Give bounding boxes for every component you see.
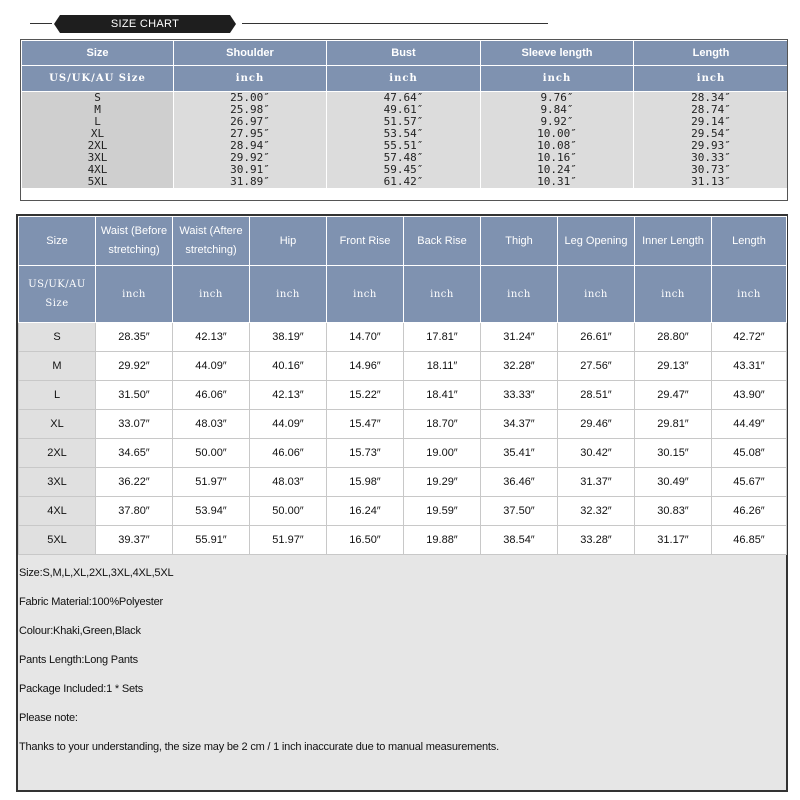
- top-value-cell: 27.95″: [174, 128, 327, 140]
- bottom-value-cell: 36.46″: [481, 468, 558, 497]
- top-value-cell: 30.73″: [634, 164, 789, 176]
- bottom-value-cell: 42.13″: [250, 381, 327, 410]
- bottom-value-cell: 38.19″: [250, 323, 327, 352]
- top-value-cell: 25.00″: [174, 92, 327, 105]
- bottom-row: [19, 323, 787, 352]
- bottom-row: [19, 410, 787, 439]
- top-value-cell: 28.74″: [634, 104, 789, 116]
- bottom-value-cell: 29.81″: [635, 410, 712, 439]
- bottom-header-2: Waist (Aftere stretching): [173, 217, 250, 266]
- top-value-cell: 10.31″: [481, 176, 634, 188]
- bottom-value-cell: 29.47″: [635, 381, 712, 410]
- bottom-value-cell: 34.65″: [96, 439, 173, 468]
- bottom-value-cell: 29.13″: [635, 352, 712, 381]
- top-value-cell: 28.94″: [174, 140, 327, 152]
- bottom-value-cell: 15.47″: [327, 410, 404, 439]
- bottom-value-cell: 19.59″: [404, 497, 481, 526]
- size-chart-banner: [30, 14, 550, 34]
- bottom-unit-7: inch: [558, 266, 635, 323]
- bottom-value-cell: 19.88″: [404, 526, 481, 555]
- bottom-header-row: [19, 217, 787, 266]
- bottom-header-3: Hip: [250, 217, 327, 266]
- top-header-1: Shoulder: [174, 41, 327, 66]
- top-size-cell: 5XL: [22, 176, 174, 188]
- bottom-header-0: Size: [19, 217, 96, 266]
- bottom-value-cell: 30.83″: [635, 497, 712, 526]
- bottom-unit-3: inch: [250, 266, 327, 323]
- bottom-value-cell: 53.94″: [173, 497, 250, 526]
- top-value-cell: 30.33″: [634, 152, 789, 164]
- bottom-value-cell: 44.09″: [250, 410, 327, 439]
- top-value-cell: 10.00″: [481, 128, 634, 140]
- top-unit-4: inch: [634, 66, 789, 92]
- bottom-value-cell: 40.16″: [250, 352, 327, 381]
- bottom-value-cell: 15.73″: [327, 439, 404, 468]
- top-value-cell: 28.34″: [634, 92, 789, 105]
- bottom-size-cell: M: [19, 352, 96, 381]
- banner-line-right: [242, 23, 548, 24]
- bottom-unit-0: US/UK/AU Size: [19, 266, 96, 323]
- banner-title: SIZE CHART: [60, 15, 230, 33]
- bottom-row: [19, 497, 787, 526]
- bottom-size-table: [18, 216, 787, 555]
- bottom-value-cell: 38.54″: [481, 526, 558, 555]
- note-pants-length: Pants Length:Long Pants: [19, 654, 138, 666]
- bottom-value-cell: 31.50″: [96, 381, 173, 410]
- top-value-cell: 9.76″: [481, 92, 634, 105]
- top-value-cell: 29.54″: [634, 128, 789, 140]
- bottom-value-cell: 46.85″: [712, 526, 787, 555]
- note-fabric: Fabric Material:100%Polyester: [19, 596, 163, 608]
- bottom-size-cell: S: [19, 323, 96, 352]
- bottom-value-cell: 36.22″: [96, 468, 173, 497]
- top-value-cell: 29.14″: [634, 116, 789, 128]
- bottom-value-cell: 45.08″: [712, 439, 787, 468]
- bottom-value-cell: 55.91″: [173, 526, 250, 555]
- top-value-cell: 30.91″: [174, 164, 327, 176]
- top-value-cell: 61.42″: [327, 176, 481, 188]
- top-header-row: [22, 41, 789, 66]
- bottom-unit-5: inch: [404, 266, 481, 323]
- top-units-row: [22, 66, 789, 92]
- bottom-value-cell: 51.97″: [250, 526, 327, 555]
- bottom-value-cell: 31.24″: [481, 323, 558, 352]
- top-value-cell: 25.98″: [174, 104, 327, 116]
- bottom-value-cell: 14.70″: [327, 323, 404, 352]
- bottom-value-cell: 37.50″: [481, 497, 558, 526]
- bottom-size-cell: 5XL: [19, 526, 96, 555]
- bottom-value-cell: 33.33″: [481, 381, 558, 410]
- bottom-value-cell: 16.50″: [327, 526, 404, 555]
- bottom-value-cell: 37.80″: [96, 497, 173, 526]
- top-size-cell: 3XL: [22, 152, 174, 164]
- bottom-size-cell: 4XL: [19, 497, 96, 526]
- note-colour: Colour:Khaki,Green,Black: [19, 625, 141, 637]
- bottom-value-cell: 27.56″: [558, 352, 635, 381]
- bottom-header-8: Inner Length: [635, 217, 712, 266]
- bottom-value-cell: 48.03″: [250, 468, 327, 497]
- top-unit-2: inch: [327, 66, 481, 92]
- note-package: Package Included:1 * Sets: [19, 683, 144, 695]
- bottom-value-cell: 32.32″: [558, 497, 635, 526]
- bottom-value-cell: 46.26″: [712, 497, 787, 526]
- bottom-size-cell: XL: [19, 410, 96, 439]
- top-value-cell: 10.24″: [481, 164, 634, 176]
- top-value-cell: 59.45″: [327, 164, 481, 176]
- bottom-value-cell: 45.67″: [712, 468, 787, 497]
- top-size-cell: 4XL: [22, 164, 174, 176]
- top-size-cell: 2XL: [22, 140, 174, 152]
- bottom-value-cell: 46.06″: [173, 381, 250, 410]
- bottom-value-cell: 15.98″: [327, 468, 404, 497]
- bottom-size-cell: L: [19, 381, 96, 410]
- bottom-value-cell: 29.46″: [558, 410, 635, 439]
- top-size-cell: M: [22, 104, 174, 116]
- top-value-cell: 49.61″: [327, 104, 481, 116]
- note-please-note: Please note:: [19, 712, 78, 724]
- bottom-row: [19, 352, 787, 381]
- bottom-value-cell: 35.41″: [481, 439, 558, 468]
- bottom-unit-1: inch: [96, 266, 173, 323]
- top-value-cell: 55.51″: [327, 140, 481, 152]
- note-sizes: Size:S,M,L,XL,2XL,3XL,4XL,5XL: [19, 567, 174, 579]
- bottom-value-cell: 30.15″: [635, 439, 712, 468]
- bottom-value-cell: 46.06″: [250, 439, 327, 468]
- bottom-value-cell: 48.03″: [173, 410, 250, 439]
- bottom-value-cell: 31.37″: [558, 468, 635, 497]
- top-size-table: [21, 40, 789, 188]
- top-size-cell: XL: [22, 128, 174, 140]
- top-header-4: Length: [634, 41, 789, 66]
- bottom-value-cell: 17.81″: [404, 323, 481, 352]
- top-value-cell: 10.08″: [481, 140, 634, 152]
- bottom-value-cell: 42.13″: [173, 323, 250, 352]
- bottom-value-cell: 30.49″: [635, 468, 712, 497]
- bottom-value-cell: 43.31″: [712, 352, 787, 381]
- top-unit-3: inch: [481, 66, 634, 92]
- bottom-value-cell: 18.11″: [404, 352, 481, 381]
- bottom-value-cell: 28.35″: [96, 323, 173, 352]
- bottom-value-cell: 18.70″: [404, 410, 481, 439]
- bottom-value-cell: 28.80″: [635, 323, 712, 352]
- top-value-cell: 9.84″: [481, 104, 634, 116]
- top-value-cell: 9.92″: [481, 116, 634, 128]
- bottom-row: [19, 526, 787, 555]
- bottom-value-cell: 14.96″: [327, 352, 404, 381]
- bottom-unit-2: inch: [173, 266, 250, 323]
- bottom-value-cell: 33.28″: [558, 526, 635, 555]
- top-value-cell: 29.93″: [634, 140, 789, 152]
- bottom-value-cell: 44.09″: [173, 352, 250, 381]
- bottom-header-1: Waist (Before stretching): [96, 217, 173, 266]
- bottom-value-cell: 19.00″: [404, 439, 481, 468]
- top-size-cell: S: [22, 92, 174, 105]
- bottom-value-cell: 51.97″: [173, 468, 250, 497]
- bottom-units-row: [19, 266, 787, 323]
- bottom-unit-9: inch: [712, 266, 787, 323]
- bottom-row: [19, 468, 787, 497]
- bottom-value-cell: 44.49″: [712, 410, 787, 439]
- bottom-value-cell: 43.90″: [712, 381, 787, 410]
- banner-line-left: [30, 23, 52, 24]
- top-value-cell: 57.48″: [327, 152, 481, 164]
- bottom-value-cell: 26.61″: [558, 323, 635, 352]
- top-value-cell: 31.13″: [634, 176, 789, 188]
- bottom-value-cell: 29.92″: [96, 352, 173, 381]
- top-value-cell: 10.16″: [481, 152, 634, 164]
- top-header-3: Sleeve length: [481, 41, 634, 66]
- bottom-value-cell: 30.42″: [558, 439, 635, 468]
- bottom-unit-4: inch: [327, 266, 404, 323]
- bottom-unit-6: inch: [481, 266, 558, 323]
- bottom-value-cell: 50.00″: [250, 497, 327, 526]
- banner-tip-right: [230, 15, 236, 33]
- bottom-value-cell: 39.37″: [96, 526, 173, 555]
- bottom-value-cell: 16.24″: [327, 497, 404, 526]
- top-size-cell: L: [22, 116, 174, 128]
- top-value-cell: 51.57″: [327, 116, 481, 128]
- bottom-size-cell: 2XL: [19, 439, 96, 468]
- bottom-row: [19, 439, 787, 468]
- bottom-value-cell: 32.28″: [481, 352, 558, 381]
- top-value-cell: 31.89″: [174, 176, 327, 188]
- bottom-value-cell: 31.17″: [635, 526, 712, 555]
- bottom-value-cell: 33.07″: [96, 410, 173, 439]
- top-value-cell: 53.54″: [327, 128, 481, 140]
- bottom-value-cell: 15.22″: [327, 381, 404, 410]
- top-header-2: Bust: [327, 41, 481, 66]
- bottom-header-9: Length: [712, 217, 787, 266]
- bottom-unit-8: inch: [635, 266, 712, 323]
- bottom-value-cell: 19.29″: [404, 468, 481, 497]
- product-notes: [19, 560, 779, 763]
- top-header-0: Size: [22, 41, 174, 66]
- bottom-header-6: Thigh: [481, 217, 558, 266]
- top-row: [22, 176, 789, 188]
- bottom-size-cell: 3XL: [19, 468, 96, 497]
- top-value-cell: 26.97″: [174, 116, 327, 128]
- bottom-header-5: Back Rise: [404, 217, 481, 266]
- bottom-value-cell: 18.41″: [404, 381, 481, 410]
- top-value-cell: 47.64″: [327, 92, 481, 105]
- bottom-value-cell: 42.72″: [712, 323, 787, 352]
- bottom-header-4: Front Rise: [327, 217, 404, 266]
- bottom-value-cell: 34.37″: [481, 410, 558, 439]
- bottom-header-7: Leg Opening: [558, 217, 635, 266]
- note-disclaimer: Thanks to your understanding, the size may be 2 cm / 1 inch inaccurate due to manual measurements.: [19, 741, 499, 753]
- top-value-cell: 29.92″: [174, 152, 327, 164]
- top-unit-1: inch: [174, 66, 327, 92]
- bottom-row: [19, 381, 787, 410]
- bottom-value-cell: 50.00″: [173, 439, 250, 468]
- top-unit-0: US/UK/AU Size: [22, 66, 174, 92]
- bottom-value-cell: 28.51″: [558, 381, 635, 410]
